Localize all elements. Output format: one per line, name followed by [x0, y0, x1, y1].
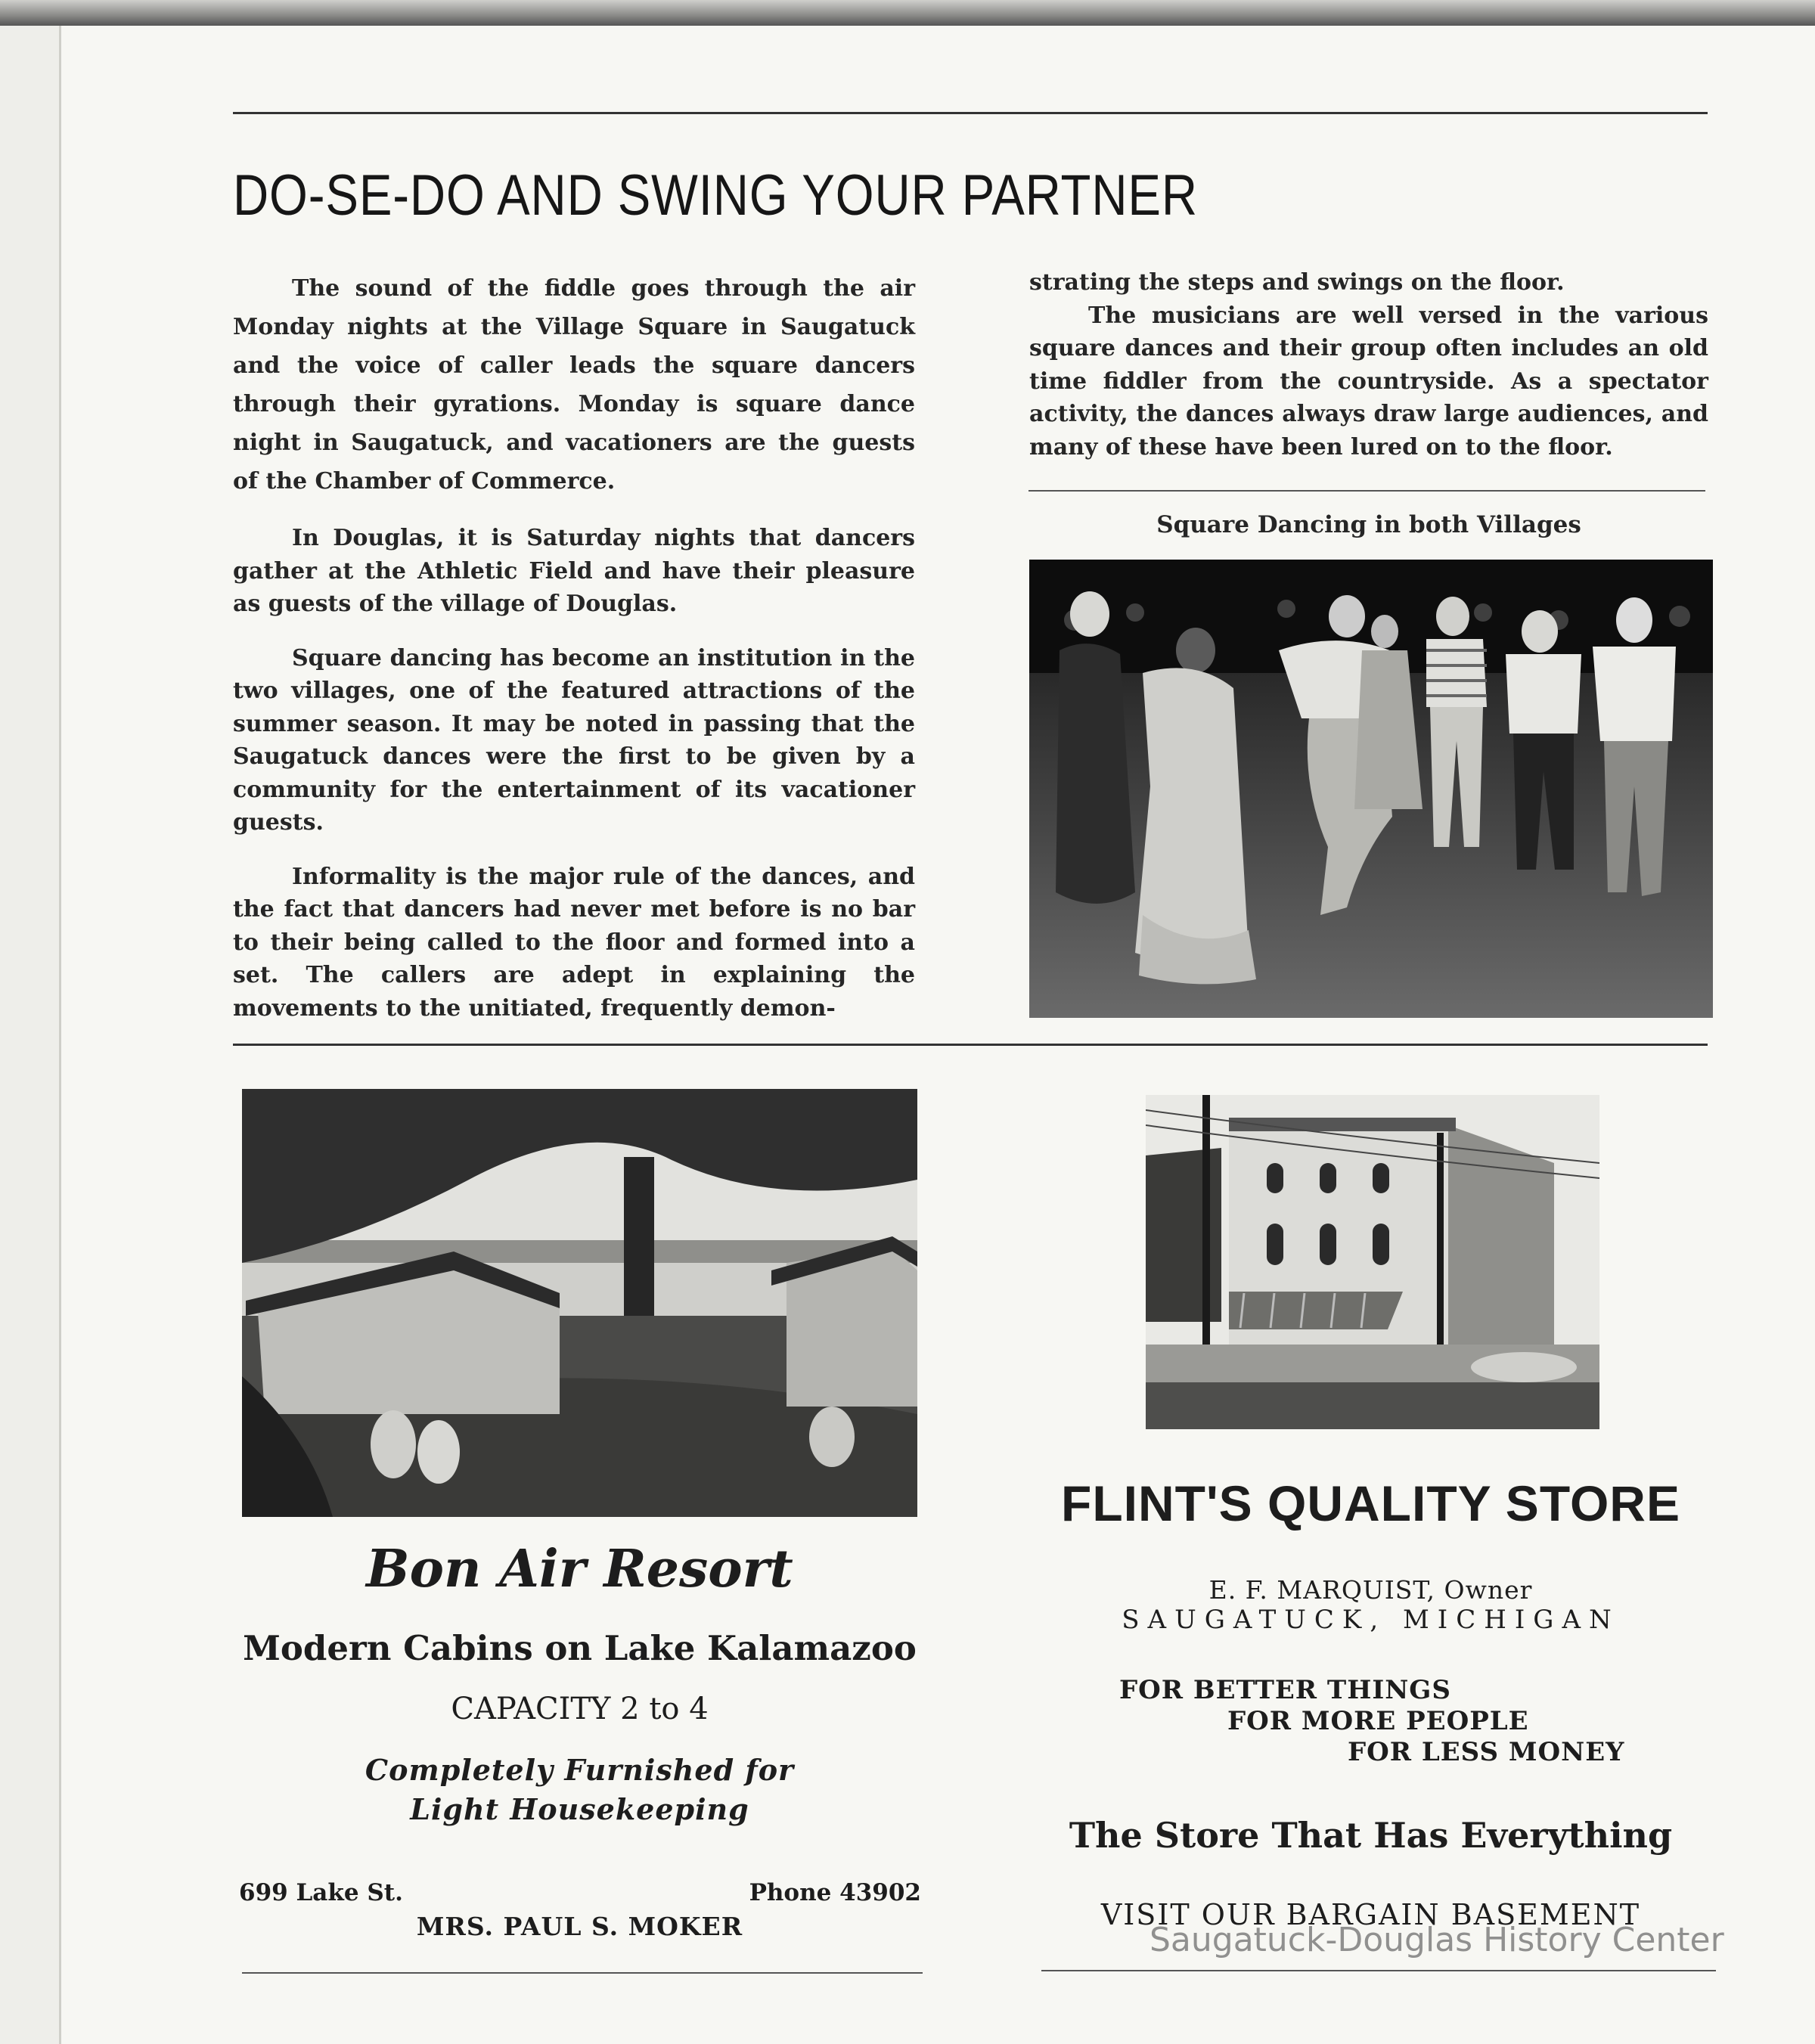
bon-air-ad-phone: Phone 43902 — [749, 1879, 921, 1906]
flints-ad-slogan-2: FOR MORE PEOPLE — [1227, 1706, 1529, 1736]
lake-cabins-image — [242, 1089, 917, 1517]
article-paragraph: Informality is the major rule of the dances, and the fact that dancers had never met before is no bar to their being called to the floor and formed into a set. The callers are adept in explaining the movements to the unitiated, frequently demon- — [233, 863, 915, 1022]
article-paragraph: The musicians are well versed in the various square dances and their group often includes an old time fiddler from the countryside. As a spectator activity, the dances always draw large audiences, and many of these have been lured on to the floor. — [1029, 302, 1708, 461]
watermark: Saugatuck-Douglas History Center — [1150, 1921, 1724, 1959]
flints-store-photo — [1146, 1095, 1599, 1429]
flints-ad-owner: E. F. MARQUIST, Owner — [1208, 1575, 1533, 1605]
caption-rule — [1028, 490, 1705, 492]
bon-air-ad-subtitle: Modern Cabins on Lake Kalamazoo — [243, 1628, 917, 1668]
article-headline: DO-SE-DO AND SWING YOUR PARTNER — [233, 163, 1198, 228]
bon-air-ad-title: Bon Air Resort — [366, 1539, 793, 1599]
flints-ad-location: SAUGATUCK, MICHIGAN — [1122, 1605, 1620, 1635]
flints-ad-slogan-1: FOR BETTER THINGS — [1119, 1675, 1451, 1705]
top-rule — [233, 112, 1708, 114]
store-building-image — [1146, 1095, 1599, 1429]
bon-air-bottom-rule — [242, 1972, 923, 1974]
bon-air-ad-furnished: Completely Furnished for — [365, 1753, 795, 1787]
article-paragraph-continued: strating the steps and swings on the floor. — [1029, 269, 1565, 296]
section-rule — [233, 1044, 1708, 1046]
bon-air-ad-owner: MRS. PAUL S. MOKER — [416, 1912, 743, 1941]
photo-caption: Square Dancing in both Villages — [1156, 511, 1581, 538]
flints-ad-basement: VISIT OUR BARGAIN BASEMENT — [1100, 1898, 1641, 1931]
flints-ad-slogan-3: FOR LESS MONEY — [1348, 1737, 1625, 1767]
article-paragraph: Square dancing has become an institution in the two villages, one of the featured attractions of the summer season. It may be noted in passing that the Saugatuck dances were the first to be given by a community for the entertainment of its vacationer guests. — [233, 644, 915, 836]
square-dance-photo — [1029, 560, 1713, 1018]
article-right-column — [1029, 266, 1708, 482]
square-dance-image — [1029, 560, 1713, 1018]
flints-ad-tagline: The Store That Has Everything — [1069, 1815, 1673, 1856]
flints-ad-title: FLINT'S QUALITY STORE — [1061, 1475, 1680, 1531]
article-paragraph: In Douglas, it is Saturday nights that dancers gather at the Athletic Field and have their pleasure as guests of the village of Douglas. — [233, 525, 915, 617]
bon-air-ad-housekeeping: Light Housekeeping — [410, 1792, 749, 1826]
bon-air-ad-capacity: CAPACITY 2 to 4 — [451, 1692, 709, 1726]
article-paragraph: The sound of the fiddle goes through the air Monday nights at the Village Square in Saugatuck and the voice of caller leads the square dancers through their gyrations. Monday is square dance night in Saugatuck, and vacationers are the guests of the Chamber of Commerce. — [233, 275, 915, 495]
bon-air-ad-address: 699 Lake St. — [239, 1879, 403, 1906]
article-left-column — [233, 269, 915, 1044]
flints-bottom-rule — [1041, 1970, 1716, 1971]
bon-air-resort-photo — [242, 1089, 917, 1517]
